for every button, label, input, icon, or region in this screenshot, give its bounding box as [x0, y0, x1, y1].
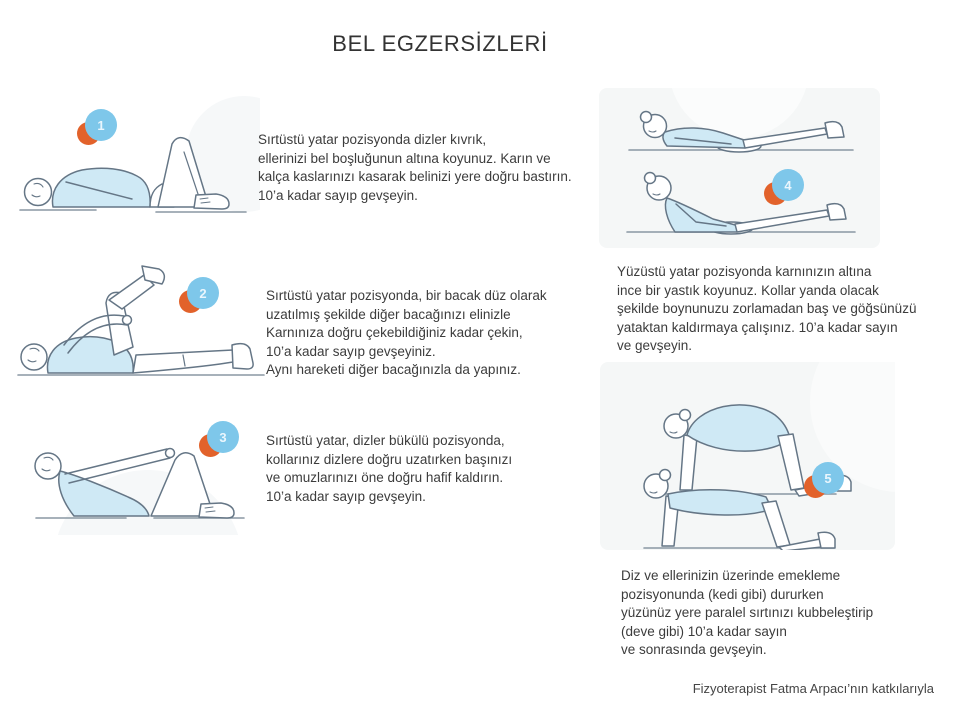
badge-number: 5: [812, 462, 844, 494]
badge-number: 1: [85, 109, 117, 141]
illustration-exercise-4-prone-lift: [599, 88, 880, 248]
exercise-1-description: Sırtüstü yatar pozisyonda dizler kıvrık, ellerinizi bel boşluğunun altına koyunuz. Karın ve kalça kaslarınızı kasarak belinizi yere doğru bastırın. 10’a kadar sayıp gevşeyin.: [258, 132, 572, 203]
line-art-figure-4: [599, 88, 880, 248]
illustration-exercise-2-knee-to-chest: [8, 263, 276, 391]
line-art-figure-5: [600, 362, 895, 550]
line-art-figure-2: [8, 263, 276, 391]
line-art-figure-1: [8, 92, 260, 227]
credit-line: Fizyoterapist Fatma Arpacı’nın katkılarıyla: [692, 681, 934, 696]
exercise-3-description: Sırtüstü yatar, dizler bükülü pozisyonda, kollarınız dizlere doğru uzatırken başınızı ve omuzlarınızı öne doğru hafif kaldırın. 10’a kadar sayıp gevşeyin.: [266, 433, 513, 504]
exercise-number-badge: [812, 462, 844, 494]
exercise-number-badge: [207, 421, 239, 453]
exercise-number-badge: [772, 169, 804, 201]
illustration-exercise-5-cat-camel: [600, 362, 895, 550]
page-title: BEL EGZERSİZLERİ: [332, 31, 548, 56]
badge-number: 4: [772, 169, 804, 201]
illustration-exercise-3-crunch: [8, 400, 276, 535]
exercise-5-description: Diz ve ellerinizin üzerinde emekleme pozisyonunda (kedi gibi) dururken yüzünüz yere paralel sırtınızı kubbeleştirip (deve gibi) 10’a kadar sayın ve sonrasında gevşeyin.: [621, 568, 874, 658]
badge-number: 3: [207, 421, 239, 453]
badge-number: 2: [187, 277, 219, 309]
exercise-number-badge: [85, 109, 117, 141]
exercise-2-description: Sırtüstü yatar pozisyonda, bir bacak düz olarak uzatılmış şekilde diğer bacağınızı elinizle Karnınıza doğru çekebildiğiniz kadar çekin, 10’a kadar sayıp gevşeyiniz. Aynı hareketi diğer bacağınızla da yapınız.: [266, 288, 547, 378]
exercise-4-description: Yüzüstü yatar pozisyonda karnınızın altına ince bir yastık koyunuz. Kollar yanda olacak şekilde boynunuzu zorlamadan baş ve göğsünüzü yataktan kaldırmaya çalışınız. 10’a kadar sayın ve gevşeyin.: [617, 264, 917, 354]
exercise-number-badge: [187, 277, 219, 309]
illustration-exercise-1-supine-knees-bent: [8, 92, 260, 227]
